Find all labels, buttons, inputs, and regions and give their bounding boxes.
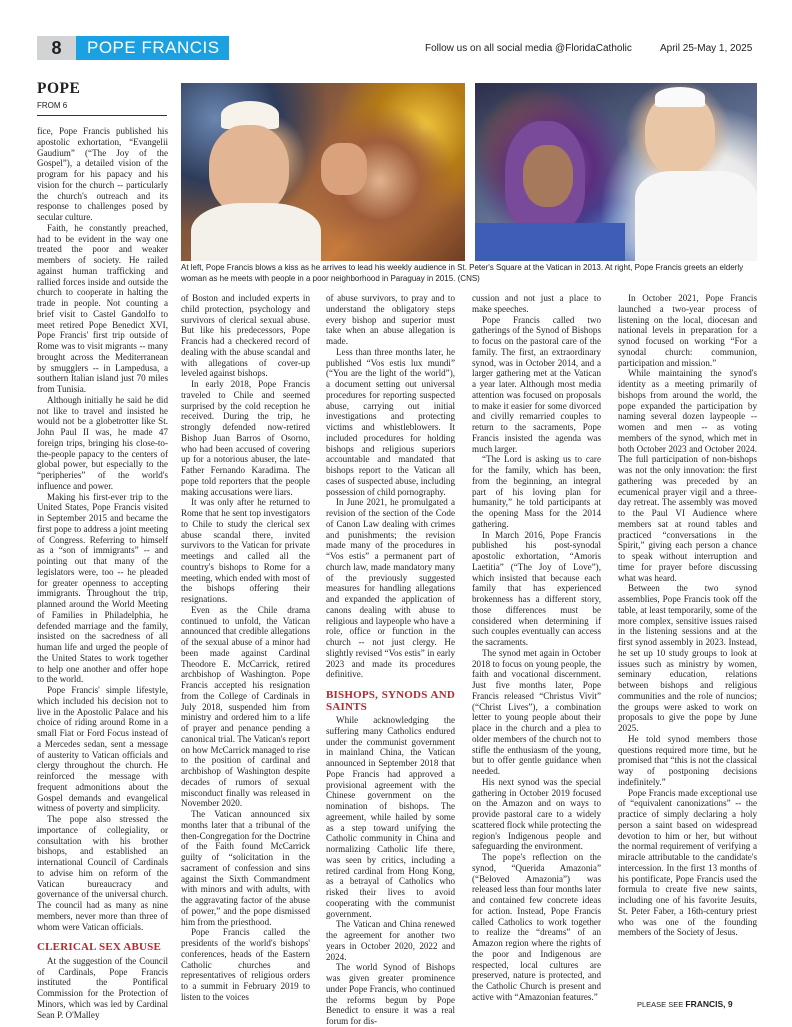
section-title: POPE FRANCIS [76,36,229,60]
paragraph: The pope's reflection on the synod, “Querida Amazonia” (“Beloved Amazonia”) was released less than four months later and contained few concrete ideas for action. Instead, Pope Francis called Catholics to work together to realize the “dreams” of an Amazon region where the rights of the poor and Indigenous are respected, local cultures are preserved, nature is protected, and the Catholic Church is present and active with “Amazonian features.” [472,852,601,1002]
article-column-2 [181,293,310,1003]
paragraph: In June 2021, he promulgated a revision of the section of the Code of Canon Law dealing with crimes and punishments; the revision made many of the procedures in “Vos estis” a permanent part of church law, made mandatory many of the previously suggested measures for handling allegations and expanded the application of canons dealing with abuse to religious and laypeople who have a role, office or function in the church -- not just clergy. He slightly revised “Vos estis” in early 2023 and made its procedures definitive. [326,497,455,680]
article-column-4 [472,293,601,1003]
paragraph: The world Synod of Bishops was given greater prominence under Pope Francis, who continued the reforms begun by Pope Benedict to ensure it was a real forum for dis- [326,962,455,1026]
paragraph: In March 2016, Pope Francis published his post-synodal apostolic exhortation, “Amoris Laetitia” (“The Joy of Love”), which insisted that because each family that has experienced brokenness has a different story, those differences must be considered when determining if such couples eventually can access the sacraments. [472,529,601,647]
paragraph: Even as the Chile drama continued to unfold, the Vatican announced that credible allegations of the sexual abuse of a minor had been made against Cardinal Theodore E. McCarrick, retired archbishop of Washington. Pope Francis accepted his resignation from the College of Cardinals in July 2018, suspended him from ministry and ordered him to a life of prayer and penance pending a canonical trial. The Vatican's report on how McCarrick managed to rise to the position of cardinal and archbishop of Washington despite decades of rumors of sexual misconduct finally was released in November 2020. [181,604,310,809]
page-number: 8 [37,36,76,60]
article-column-5 [618,293,757,938]
subhead-bishops-synods-saints: BISHOPS, SYNODS AND SAINTS [326,689,455,713]
paragraph: It was only after he returned to Rome that he sent top investigators to Chile to study the clerical sex abuse scandal there, invited survivors to the Vatican for private meetings and called all the country's bishops to Rome for a meeting, which ended with most of the bishops offering their resignations. [181,497,310,604]
continued-on-line[interactable] [637,999,733,1009]
paragraph: Less than three months later, he published “Vos estis lux mundi” (“You are the light of the world”), a document setting out universal procedures for reporting suspected abuse, carrying out initial investigations and protecting victims and whistleblowers. It included procedures for holding bishops and religious superiors accountable and mandated that bishops report to the Vatican all cases of suspected abuse, including possession of child pornography. [326,346,455,497]
paragraph: Pope Francis' simple lifestyle, which included his decision not to live in the Apostolic Palace and his choice of riding around Rome in a small Fiat or Ford Focus instead of a Mercedes sedan, sent a message of austerity to Vatican officials and clergy throughout the church. He reinforced the message with frequent admonitions about the Gospel demands and evangelical witness of poverty and simplicity. [37,685,168,814]
paragraph: While acknowledging the suffering many Catholics endured under the communist government in mainland China, the Vatican announced in September 2018 that Pope Francis had approved a provisional agreement with the Chinese government on the nomination of bishops. The agreement, while hailed by some as a step toward unifying the Catholic community in China and normalizing Catholic life there, was seen by critics, including a retired cardinal from Hong Kong, as a betrayal of Catholics who risked their lives to avoid cooperating with the communist government. [326,715,455,919]
paragraph: Pope Francis called two gatherings of the Synod of Bishops to focus on the pastoral care of the family. The first, an extraordinary synod, was in October 2014, and a larger gathering met at the Vatican a year later. Although most media attention was focused on proposals to make it easier for some divorced and civilly remarried couples to return to the sacraments, Pope Francis insisted the agenda was much larger. [472,314,601,454]
paragraph: In October 2021, Pope Francis launched a two-year process of listening on the local, diocesan and national levels in preparation for a synod focused on working “For a synodal church: communion, participation and mission.” [618,293,757,368]
photo-pope-greets-woman [475,83,757,261]
headline-rule [37,115,167,116]
paragraph: “The Lord is asking us to care for the family, which has been, from the beginning, an integral part of his loving plan for humanity,” he told participants at the opening Mass for the 2014 gathering. [472,454,601,529]
paragraph: In early 2018, Pope Francis traveled to Chile and seemed surprised by the cold reception he received. During the trip, he strongly defended now-retired Bishop Juan Barros of Osorno, who had been accused of covering up for a notorious abuser, the late-Father Fernando Karadima. The pope told reporters that the people making accusations were liars. [181,379,310,497]
paragraph: Between the two synod assemblies, Pope Francis took off the table, at least temporarily, some of the more complex, sensitive issues raised in the listening sessions and at the first synod assembly in 2023. Instead, he set up 10 study groups to look at issues such as ministry by women, seminary education, relations between bishops and religious communities and the role of nuncios; the groups were asked to work on proposals to give the pope by June 2025. [618,583,757,733]
continued-prefix: PLEASE SEE [637,1000,684,1009]
paragraph: The Vatican and China renewed the agreement for another two years in October 2020, 2022 and 2024. [326,919,455,962]
paragraph: At the suggestion of the Council of Cardinals, Pope Francis instituted the Pontifical Commission for the Protection of Minors, which was led by Cardinal Sean P. O'Malley [37,955,168,1020]
issue-date: April 25-May 1, 2025 [660,43,753,54]
paragraph: Faith, he constantly preached, had to be evident in the way one treated the poor and weaker members of society. He railed against human trafficking and rallied forces inside and outside the church to cooperate in halting the trade in people. Not counting a brief visit to Castel Gandolfo to meet retired Pope Benedict XVI, Pope Francis' first trip outside of Rome was to visit migrants -- many brought across the Mediterranean by smugglers -- in Lampedusa, a southern Italian island just 70 miles from Tunisia. [37,222,168,394]
continued-from: FROM 6 [37,101,68,110]
paragraph: Pope Francis called the presidents of the world's bishops' conferences, heads of the Eastern Catholic churches and representatives of religious orders to a summit in February 2019 to listen to the voices [181,927,310,1002]
paragraph: His next synod was the special gathering in October 2019 focused on the Amazon and on ways to provide pastoral care to a widely scattered flock while protecting the region's Indigenous people and safeguarding the environment. [472,776,601,852]
paragraph: Pope Francis made exceptional use of “equivalent canonizations” -- the practice of simply declaring a holy person a saint based on widespread devotion to him or her, but without the normal requirement of verifying a miracle attributable to the candidate's intercession. In the first 13 months of his pontificate, Pope Francis used the formula to create five new saints, including one of his favorite Jesuits, St. Peter Faber, a 16th-century priest who was one of the founding members of the Society of Jesus. [618,787,757,938]
paragraph: He told synod members those questions required more time, but he promised that “this is not the classical way of postponing decisions indefinitely.” [618,733,757,787]
article-headline: POPE [37,80,81,97]
paragraph: Although initially he said he did not like to travel and insisted he would not be a globetrotter like St. John Paul II was, he made 47 foreign trips, bringing his close-to-the-people papacy to the centers of global power, but especially to the “peripheries” of the world's influence and power. [37,394,168,491]
paragraph: The pope also stressed the importance of collegiality, or consultation with his brother bishops, and established an international Council of Cardinals to advise him on reform of the Vatican bureaucracy and governance of the universal church. The council had as many as nine members, never more than three of whom were Vatican officials. [37,814,168,932]
continued-target: FRANCIS, 9 [685,999,733,1009]
social-follow-line: Follow us on all social media @FloridaCatholic [425,43,632,54]
article-column-3 [326,293,455,1027]
paragraph: The Vatican announced six months later that a tribunal of the then-Congregation for the Doctrine of the Faith found McCarrick guilty of “solicitation in the sacrament of confession and sins against the Sixth Commandment with minors and with adults, with the aggravating factor of the abuse of power,” and the pope dismissed him from the priesthood. [181,809,310,927]
paragraph: cussion and not just a place to make speeches. [472,293,601,314]
photo-pope-blowing-kiss [181,83,465,261]
paragraph: of Boston and included experts in child protection, psychology and survivors of clerical sexual abuse. But like his predecessors, Pope Francis had a checkered record of dealing with the abuse scandal and with allegations of cover-up leveled against bishops. [181,293,310,379]
paragraph: While maintaining the synod's identity as a meeting primarily of bishops from around the world, the pope expanded the participation by naming several dozen laypeople -- women and men -- as voting members of the synod, which met in both October 2023 and October 2024. The full participation of non-bishops was not the only innovation: the first gathering was preceded by an ecumenical prayer vigil and a three-day retreat. The assembly was moved to the Paul VI Audience where members sat at round tables and practiced “conversations in the Spirit,” giving each person a chance to speak without interruption and time for prayer before discussing what was heard. [618,368,757,583]
subhead-clerical-sex-abuse: CLERICAL SEX ABUSE [37,941,162,954]
paragraph: of abuse survivors, to pray and to understand the obligatory steps every bishop and superior must take when an abuse allegation is made. [326,293,455,346]
article-column-1 [37,126,168,1020]
paragraph: The synod met again in October 2018 to focus on young people, the faith and vocational discernment. Just five months later, Pope Francis released “Christus Vivit” (“Christ Lives”), a combination letter to young people about their place in the church and a plea to older members of the church not to stifle the enthusiasm of the young, but to offer gentle guidance when needed. [472,647,601,776]
paragraph: fice, Pope Francis published his apostolic exhortation, “Evangelii Gaudium” (“The Joy of the Gospel”), a detailed vision of the program for his papacy and his vision for the church -- particularly the church's outreach and its response to challenges posed by secular culture. [37,126,168,222]
paragraph: Making his first-ever trip to the United States, Pope Francis visited in September 2015 and became the first pope to address a joint meeting of Congress. Referring to himself as a “son of immigrants” -- and pointing out that many of the legislators were, too -- he pleaded for greater openness to accepting immigrants. Throughout the trip, planned around the World Meeting of Families in Philadelphia, he defended marriage and the family, insisted on the sacredness of all human life and urged the people of the United States to work together to help one another and offer hope to the world. [37,491,168,685]
photo-caption: At left, Pope Francis blows a kiss as he arrives to lead his weekly audience in St. Peter's Square at the Vatican in 2013. At right, Pope Francis greets an elderly woman as he meets with people in a poor neighborhood in Paraguay in 2015. (CNS) [181,263,744,283]
